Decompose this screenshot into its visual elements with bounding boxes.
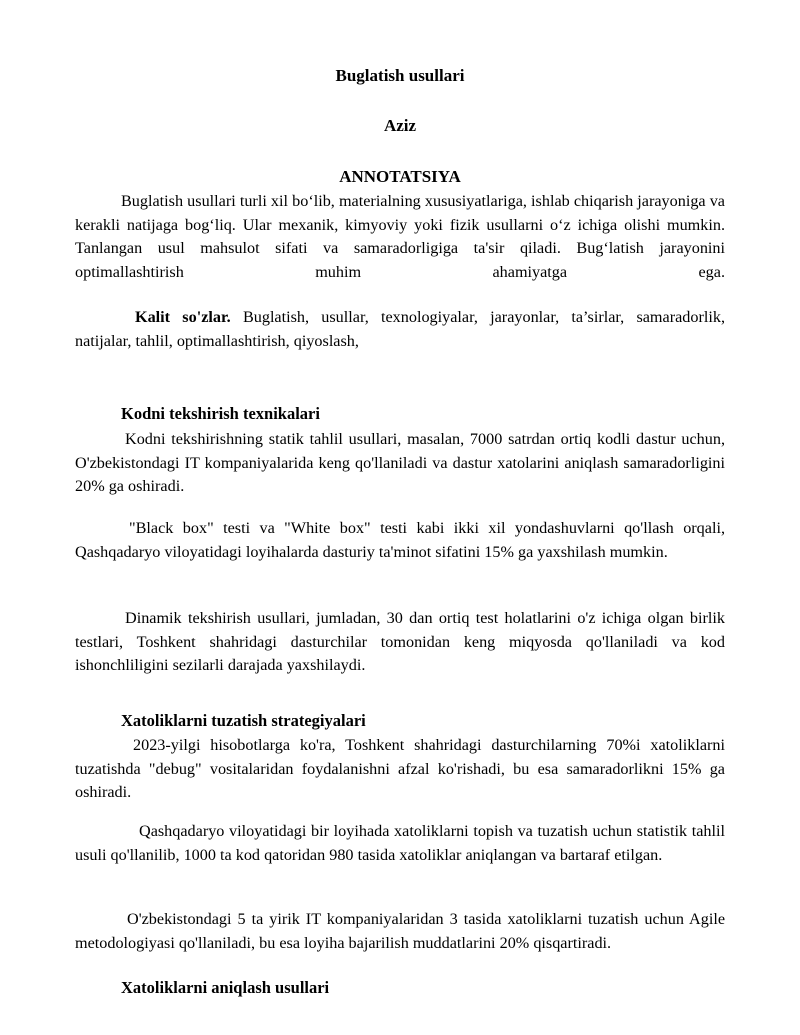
section-heading: Kodni tekshirish texnikalari xyxy=(121,404,320,423)
abstract-heading: ANNOTATSIYA xyxy=(339,167,461,186)
section-paragraph: Qashqadaryo viloyatidagi bir loyihada xatoliklarni topish va tuzatish uchun statistik tahlil usuli qo'llanilib, 1000 ta kod qatoridan 980 tasida xatoliklar aniqlangan va bartaraf etilgan. xyxy=(75,822,725,864)
section-paragraph: Dinamik tekshirish usullari, jumladan, 30 dan ortiq test holatlarini o'z ichiga olgan birlik testlari, Toshkent shahridagi dasturchilar tomonidan keng miqyosda qo'llaniladi va kod ishonchliligini sezilarli darajada yaxshilaydi. xyxy=(75,609,725,675)
keywords-label: Kalit so'zlar. xyxy=(135,308,231,326)
section-paragraph: Kodni tekshirishning statik tahlil usullari, masalan, 7000 satrdan ortiq kodli dastur uchun, O'zbekistondagi IT kompaniyalarida keng qo'llaniladi va dastur xatolarini aniqlash samaradorligini 20% ga oshiradi. xyxy=(75,430,725,496)
section-heading: Xatoliklarni tuzatish strategiyalari xyxy=(121,711,366,730)
section-paragraph: 2023-yilgi hisobotlarga ko'ra, Toshkent shahridagi dasturchilarning 70%i xatoliklarni tuzatishda "debug" vositalaridan foydalanishni afzal ko'rishadi, bu esa samaradorlikni 15% ga oshiradi. xyxy=(75,736,725,802)
section-paragraph: "Black box" testi va "White box" testi kabi ikki xil yondashuvlarni qo'llash orqali, Qashqadaryo viloyatidagi loyihalarda dasturiy ta'minot sifatini 15% ga yaxshilash mumkin. xyxy=(75,519,725,561)
keywords-list: Buglatish, usullar, texnologiyalar, jarayonlar, ta’sirlar, samaradorlik, natijalar, tahlil, optimallashtirish, qiyoslash, xyxy=(75,308,725,350)
abstract-paragraph: Buglatish usullari turli xil bo‘lib, materialning xususiyatlariga, ishlab chiqarish jarayoniga va kerakli natijaga bog‘liq. Ular mexanik, kimyoviy yoki fizik usullarni o‘z ichiga olishi mumkin. Tanlangan usul mahsulot sifati va samaradorligiga ta'sir qiladi. Bug‘latish jarayonini optimallashtirish muhim ahamiyatga ega. xyxy=(75,192,725,281)
document-title: Buglatish usullari xyxy=(335,66,465,85)
author-name: Aziz xyxy=(383,116,417,135)
keywords-paragraph xyxy=(75,306,725,353)
section-heading: Xatoliklarni aniqlash usullari xyxy=(121,978,330,997)
section-paragraph: O'zbekistondagi 5 ta yirik IT kompaniyalaridan 3 tasida xatoliklarni tuzatish uchun Agile metodologiyasi qo'llaniladi, bu esa loyiha bajarilish muddatlarini 20% qisqartiradi. xyxy=(75,910,725,952)
